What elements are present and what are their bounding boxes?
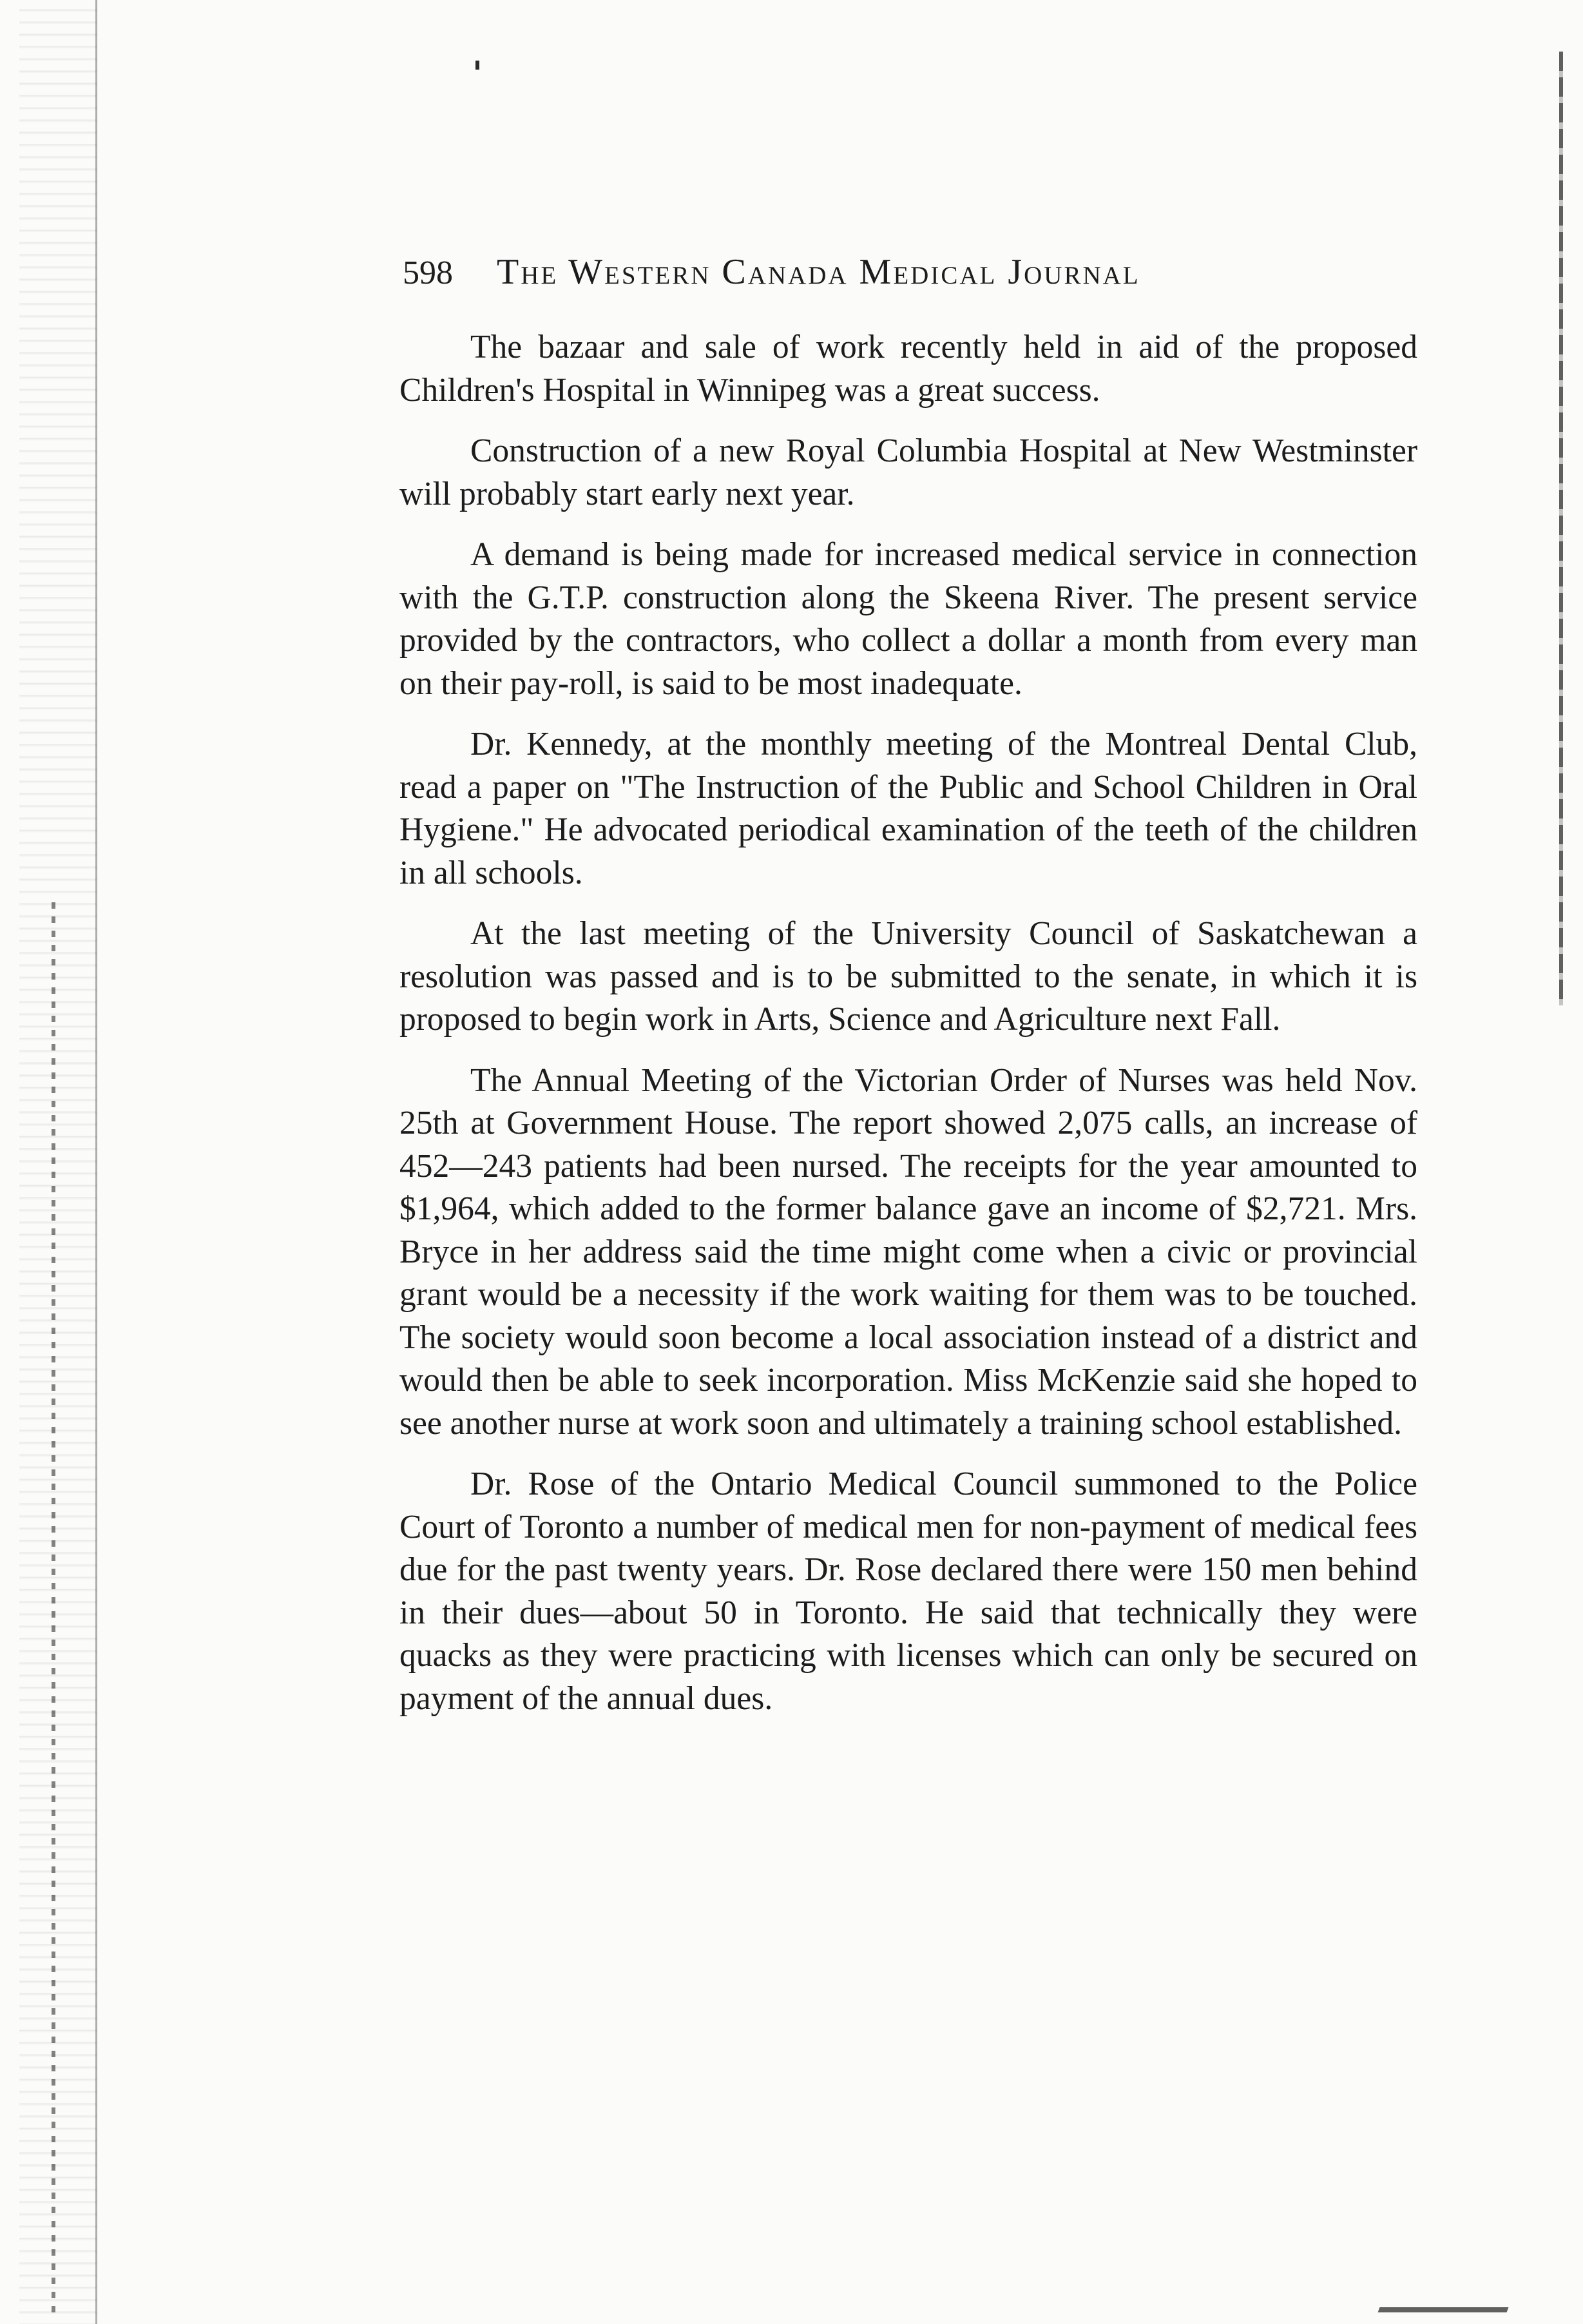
running-title: The Western Canada Medical Journal bbox=[497, 252, 1140, 292]
news-item-childrens-hospital-bazaar: The bazaar and sale of work recently held in aid of the proposed Children's Hospital in Winnipeg was a great success. bbox=[399, 329, 1417, 409]
page-number: 598 bbox=[403, 255, 453, 291]
scan-edge-shadow-left bbox=[19, 0, 97, 2324]
article-body bbox=[399, 326, 1417, 2260]
news-item-saskatchewan-university-council: At the last meeting of the University Council of Saskatchewan a resolution was passed and is to be submitted to the senate, in which it is proposed to begin work in Arts, Science and Agriculture next Fall. bbox=[399, 915, 1417, 1038]
scan-speck bbox=[475, 61, 479, 70]
news-item-montreal-dental-club: Dr. Kennedy, at the monthly meeting of the Montreal Dental Club, read a paper on "The Instruction of the Public and School Children in Oral Hygiene." He advocated periodical examination of the teeth of the children in all schools. bbox=[399, 726, 1417, 891]
news-item-ontario-medical-council: Dr. Rose of the Ontario Medical Council summoned to the Police Court of Toronto a number of medical men for non-payment of medical fees due for the past twenty years. Dr. Rose declared there were 150 men behind in their dues—about 50 in Toronto. He said that technically they were quacks as they were practicing with licenses which can only be secured on payment of the annual dues. bbox=[399, 1466, 1417, 1717]
scan-edge-line-left bbox=[95, 0, 97, 2324]
news-item-victorian-order-of-nurses: The Annual Meeting of the Victorian Order of Nurses was held Nov. 25th at Government House. The report showed 2,075 calls, an increase of 452—243 patients had been nursed. The receipts for the year amounted to $1,964, which added to the former balance gave an income of $2,721. Mrs. Bryce in her address said the time might come when a civic or provincial grant would be a necessity if the work waiting for them was to be touched. The society would soon become a local association instead of a district and would then be able to seek incorporation. Miss McKenzie said she hoped to see another nurse at work soon and ultimately a training school established. bbox=[399, 1061, 1417, 1442]
page-header bbox=[403, 251, 1498, 309]
news-item-royal-columbia-hospital: Construction of a new Royal Columbia Hospital at New Westminster will probably start early next year. bbox=[399, 432, 1417, 512]
scan-mark-bottom bbox=[1378, 2307, 1509, 2312]
scan-edge-dashes-left bbox=[52, 902, 55, 2320]
scan-edge-line-right bbox=[1559, 52, 1563, 1005]
news-item-skeena-river-medical-service: A demand is being made for increased medical service in connection with the G.T.P. construction along the Skeena River. The present service provided by the contractors, who collect a dollar a month from every man on their pay-roll, is said to be most inadequate. bbox=[399, 536, 1417, 702]
